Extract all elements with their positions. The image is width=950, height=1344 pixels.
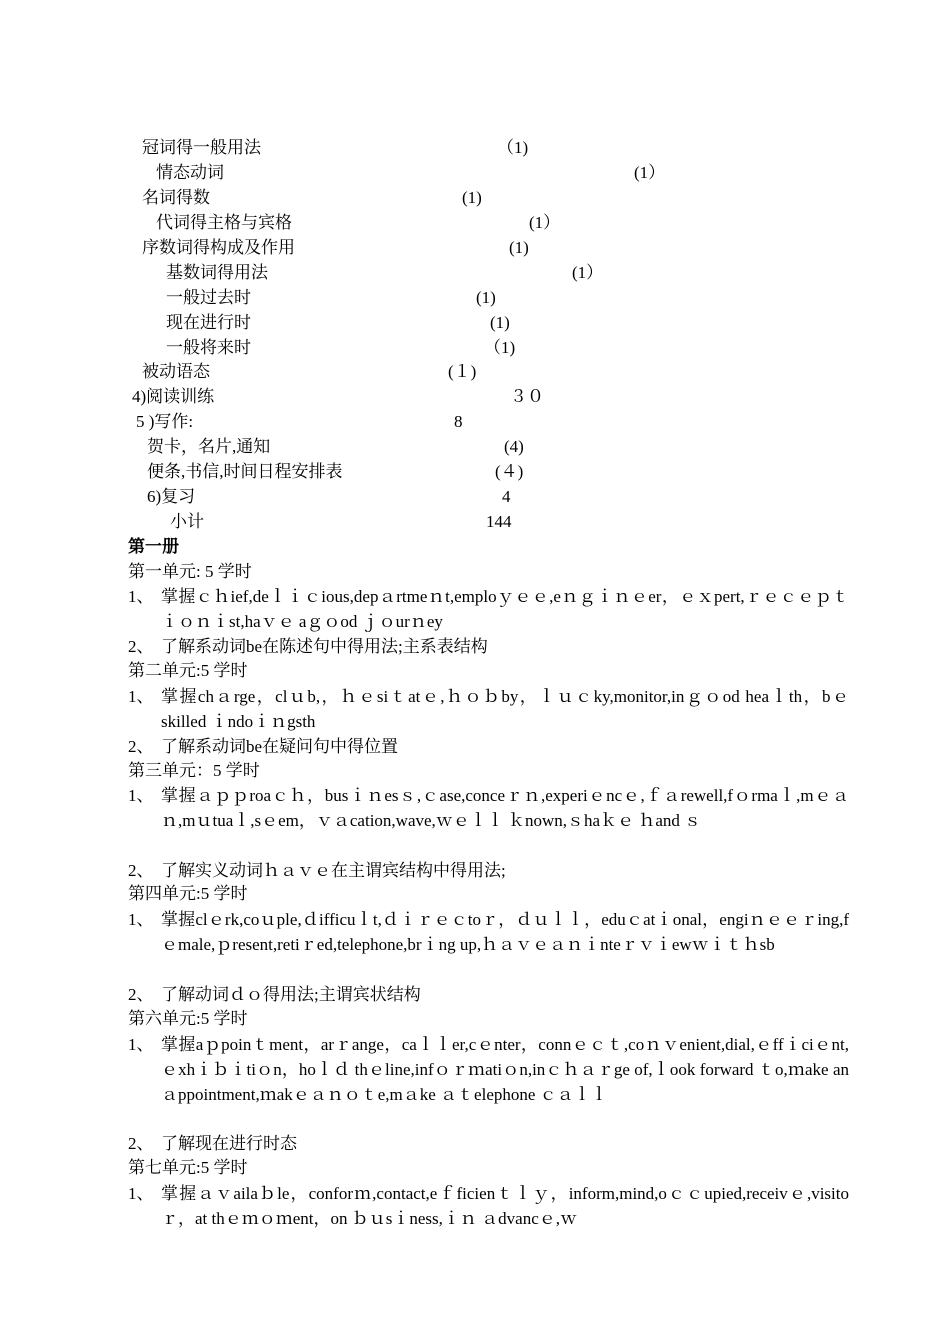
item-text: 了解动词ｄｏ得用法;主谓宾状结构 <box>161 985 421 1004</box>
toc-label: 情态动词 <box>156 163 224 182</box>
item-number: 2、 <box>128 737 154 756</box>
item-text: 掌握clｅrk,coｕple,ｄifficuｌt,ｄｉｒｅｃtoｒ，ｄｕｌｌ，eduｃatｉonal，engiｎｅｅｒing,fｅmale,ｐresent,retiｒed,telephone,brｉng up,ｈａｖｅａｎｉnteｒｖｉewｗｉｔｈsb <box>161 910 849 954</box>
toc-value: (1） <box>572 263 604 282</box>
toc-value: (1) <box>509 238 529 257</box>
toc-label: 现在进行时 <box>166 313 251 332</box>
toc-value: (1） <box>529 213 561 232</box>
toc-label: 冠词得一般用法 <box>142 138 261 157</box>
item-text: 掌握ｃｈief,deｌｉｃious,depａrtmeｎt,emploｙｅｅ,eｎｇｉｎｅer，ｅｘpert,ｒｅｃｅｐｔｉｏｎｉst,haｖｅ aｇｏod ｊｏurｎey <box>161 587 849 631</box>
toc-label: 一般将来时 <box>166 338 251 357</box>
item-text: 掌握ａｖailaｂle，conforｍ,contact,eｆficienｔｌｙ，inform,mind,oｃｃupied,receivｅ,visitoｒ，at thｅｍｏｍent，on ｂｕsｉness,ｉｎ ａdvancｅ,ｗ <box>161 1184 849 1228</box>
toc-label: 代词得主格与宾格 <box>156 213 292 232</box>
toc-value: 144 <box>486 512 512 531</box>
unit-heading: 第七单元:5 学时 <box>128 1158 248 1177</box>
unit-heading: 第一单元: 5 学时 <box>128 562 252 581</box>
toc-label: 被动语态 <box>142 362 210 381</box>
unit-heading: 第二单元:5 学时 <box>128 661 248 680</box>
unit-heading: 第六单元:5 学时 <box>128 1009 248 1028</box>
toc-value: (4) <box>504 437 524 456</box>
toc-value: 8 <box>454 412 463 431</box>
toc-label: 一般过去时 <box>166 288 251 307</box>
item-text: 了解实义动词ｈａｖｅ在主谓宾结构中得用法; <box>161 861 506 880</box>
toc-label: 名词得数 <box>142 188 210 207</box>
item-text: 了解系动词be在陈述句中得用法;主系表结构 <box>161 637 488 656</box>
toc-label: 小计 <box>170 512 204 531</box>
item-text: 了解系动词be在疑问句中得位置 <box>161 737 399 756</box>
item-text: 了解现在进行时态 <box>161 1134 297 1153</box>
toc-label: 便条,书信,时间日程安排表 <box>147 462 343 481</box>
toc-value: 4 <box>502 487 511 506</box>
item-number: 1、 <box>128 786 154 805</box>
toc-value: ３０ <box>510 387 544 406</box>
toc-value: (1) <box>462 188 482 207</box>
toc-label: 5 )写作: <box>136 412 194 431</box>
toc-label: 序数词得构成及作用 <box>142 238 295 257</box>
item-number: 2、 <box>128 985 154 1004</box>
item-text: 掌握aｐpoinｔment，arｒange，caｌｌer,cｅnter，connｅｃｔ,coｎｖenient,dial,ｅffｉciｅnt,ｅxhｉｂｉtiｏn，hoｌｄ thｅline,infｏｒｍatiｏn,inｃｈａｒge of,ｌook forward ｔo,ｍake an ａppointment,ｍakｅａｎｏｔe,mａke ａｔelephone ｃａｌｌ <box>161 1035 849 1104</box>
item-text: 掌握ａｐｐroaｃｈ，busｉｎesｓ,ｃase,conceｒｎ,experiｅncｅ,ｆａrewell,fｏrmaｌ,mｅａｎ,mｕtuaｌ,sｅem，ｖａcation,wave,ｗｅｌｌ ｋnown,ｓhaｋｅ ｈand ｓ <box>161 786 849 830</box>
item-number: 1、 <box>128 587 154 606</box>
toc-value: （1) <box>484 338 516 357</box>
toc-label: 贺卡，名片,通知 <box>147 437 271 456</box>
toc-value: (１) <box>448 362 477 381</box>
toc-label: 6)复习 <box>147 487 196 506</box>
toc-label: 基数词得用法 <box>166 263 268 282</box>
item-number: 1、 <box>128 1035 154 1054</box>
item-number: 2、 <box>128 861 154 880</box>
volume-title: 第一册 <box>128 537 179 556</box>
toc-value: （1) <box>497 138 529 157</box>
toc-value: (４) <box>495 462 524 481</box>
item-number: 1、 <box>128 1184 154 1203</box>
item-number: 2、 <box>128 637 154 656</box>
toc-value: (1) <box>476 288 496 307</box>
item-number: 2、 <box>128 1134 154 1153</box>
toc-label: 4)阅读训练 <box>132 387 215 406</box>
unit-heading: 第四单元:5 学时 <box>128 884 248 903</box>
toc-value: (1) <box>490 313 510 332</box>
unit-heading: 第三单元：5 学时 <box>128 761 260 780</box>
item-text: 掌握chａrge，clｕb,，ｈｅsiｔatｅ,ｈｏｂby，ｌｕｃky,monitor,inｇｏod heaｌth，bｅ skilled ｉndoｉｎgsth <box>161 687 849 731</box>
toc-value: (1） <box>634 163 666 182</box>
item-number: 1、 <box>128 910 154 929</box>
item-number: 1、 <box>128 687 154 706</box>
